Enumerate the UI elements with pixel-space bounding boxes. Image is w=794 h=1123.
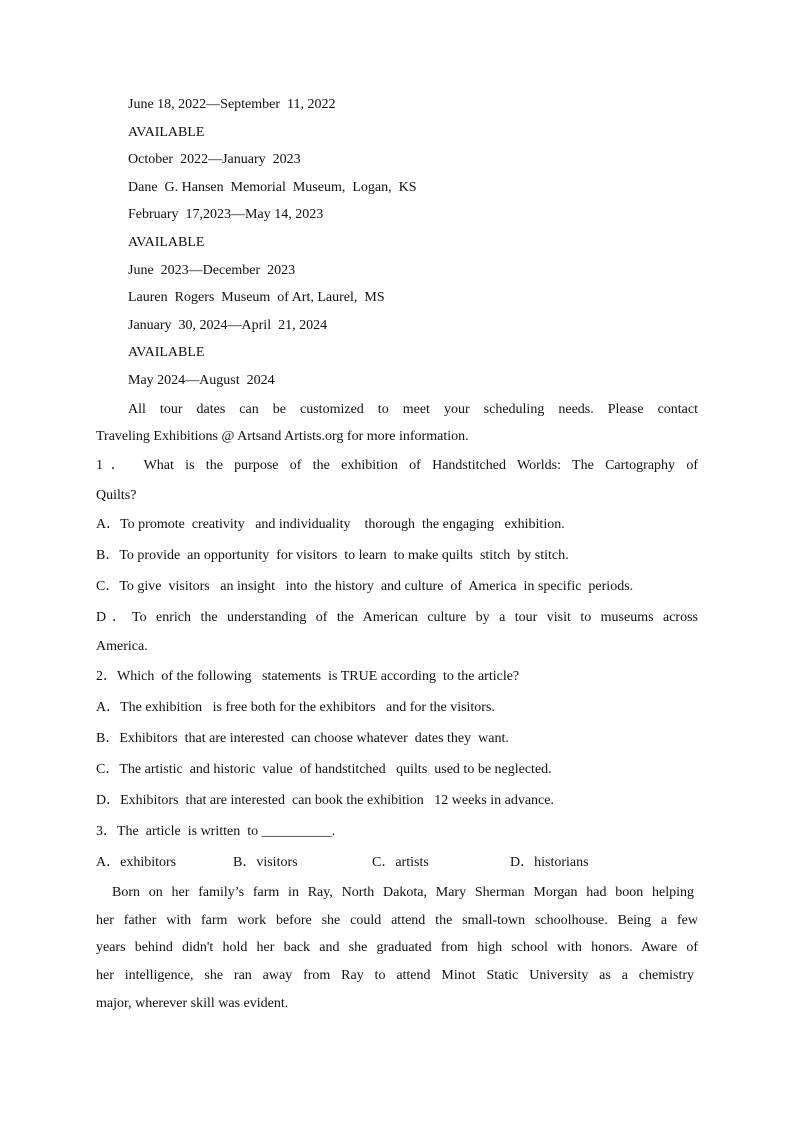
q1-option-a: A．To promote creativity and individuality thorough the engaging exhibition. (96, 517, 565, 532)
schedule-line: June 18, 2022—September 11, 2022 (128, 97, 336, 112)
q2-option-c: C．The artistic and historic value of handstitched quilts used to be neglected. (96, 762, 552, 777)
schedule-line: AVAILABLE (128, 235, 205, 250)
q3-option-d: D．historians (510, 855, 589, 870)
q1-option-c: C．To give visitors an insight into the history and culture of America in specific periods. (96, 579, 634, 594)
passage-line-1: Born on her family’s farm in Ray, North Dakota, Mary Sherman Morgan had boon helping (112, 885, 694, 900)
schedule-line: AVAILABLE (128, 345, 205, 360)
q1-option-d-line-2: America. (96, 639, 148, 654)
q3-option-b: B．visitors (233, 855, 298, 870)
q3-stem: 3．The article is written to __________. (96, 824, 336, 839)
q1-option-b: B．To provide an opportunity for visitors to learn to make quilts stitch by stitch. (96, 548, 569, 563)
schedule-line: October 2022—January 2023 (128, 152, 301, 167)
q2-option-b: B．Exhibitors that are interested can choose whatever dates they want. (96, 731, 509, 746)
schedule-line: June 2023—December 2023 (128, 263, 296, 278)
schedule-line: AVAILABLE (128, 125, 205, 140)
passage-line-2: her father with farm work before she could attend the small-town schoolhouse. Being a few (96, 913, 698, 928)
q3-option-c: C．artists (372, 855, 429, 870)
passage-line-4: her intelligence, she ran away from Ray to attend Minot Static University as a chemistry (96, 968, 694, 983)
schedule-line: Lauren Rogers Museum of Art, Laurel, MS (128, 290, 385, 305)
contact-line-1: All tour dates can be customized to meet your scheduling needs. Please contact (128, 402, 698, 417)
passage-line-5: major, wherever skill was evident. (96, 996, 289, 1011)
q2-option-a: A．The exhibition is free both for the exhibitors and for the visitors. (96, 700, 495, 715)
schedule-line: Dane G. Hansen Memorial Museum, Logan, KS (128, 180, 417, 195)
q1-stem-line-1: 1． What is the purpose of the exhibition of Handstitched Worlds: The Cartography of (96, 458, 698, 473)
passage-line-3: years behind didn't hold her back and she graduated from high school with honors. Aware of (96, 940, 698, 955)
q3-option-a: A．exhibitors (96, 855, 177, 870)
schedule-line: February 17,2023—May 14, 2023 (128, 207, 324, 222)
q2-option-d: D．Exhibitors that are interested can book the exhibition 12 weeks in advance. (96, 793, 554, 808)
q1-stem-line-2: Quilts? (96, 488, 137, 503)
schedule-line: May 2024—August 2024 (128, 373, 275, 388)
contact-line-2: Traveling Exhibitions @ Artsand Artists.org for more information. (96, 429, 469, 444)
q1-option-d-line-1: D．To enrich the understanding of the American culture by a tour visit to museums across (96, 610, 698, 625)
schedule-line: January 30, 2024—April 21, 2024 (128, 318, 328, 333)
q2-stem: 2．Which of the following statements is TRUE according to the article? (96, 669, 520, 684)
